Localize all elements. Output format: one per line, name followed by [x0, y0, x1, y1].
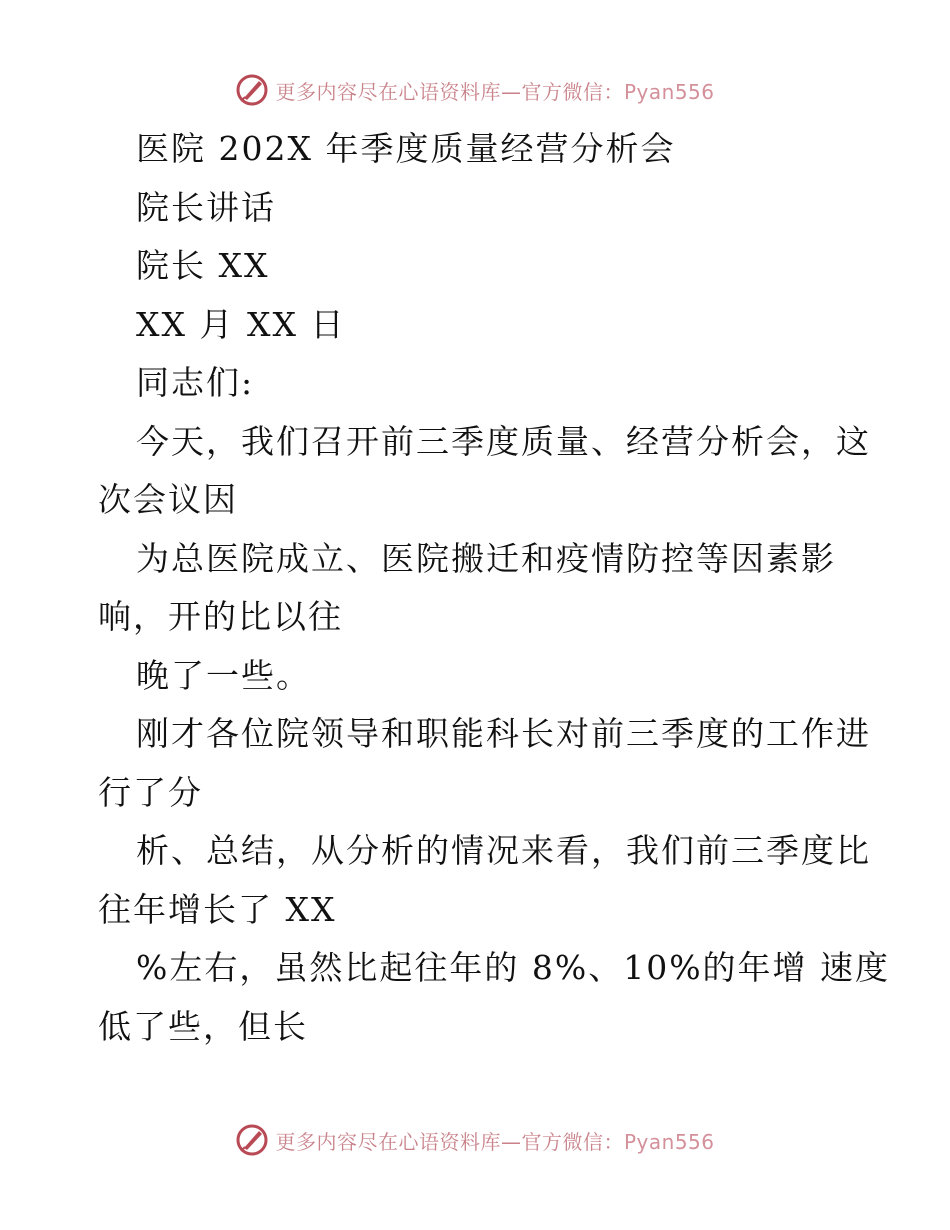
- doc-author: 院长 XX: [136, 246, 270, 285]
- paragraph-line: 为总医院成立、医院搬迁和疫情防控等因素影: [136, 538, 836, 578]
- paragraph-line: %左右，虽然比起往年的 8%、10%的年增 速度: [136, 948, 891, 987]
- doc-subtitle: 院长讲话: [136, 187, 276, 227]
- doc-title: 医院 202X 年季度质量经营分析会: [136, 129, 676, 168]
- paragraph-line: 次会议因: [98, 480, 238, 519]
- watermark-text: 更多内容尽在心语资料库—官方微信：: [275, 1129, 624, 1154]
- watermark-footer: [0, 1120, 950, 1160]
- quill-logo-icon: [235, 73, 269, 107]
- watermark-header: [0, 70, 950, 110]
- quill-logo-icon: [235, 1123, 269, 1157]
- watermark-id: Pyan556: [623, 79, 715, 104]
- paragraph-line: 行了分: [98, 772, 203, 812]
- paragraph-line: 析、总结，从分析的情况来看，我们前三季度比: [136, 831, 871, 870]
- paragraph-line: 今天，我们召开前三季度质量、经营分析会，这: [136, 421, 871, 461]
- doc-date: XX 月 XX 日: [136, 304, 346, 344]
- paragraph-line: 低了些，但长: [98, 1006, 308, 1046]
- watermark-id: Pyan556: [623, 1129, 715, 1154]
- watermark-text: 更多内容尽在心语资料库—官方微信：: [275, 79, 624, 104]
- document-body: [98, 120, 891, 1056]
- paragraph-line: 响，开的比以往: [98, 597, 343, 636]
- paragraph-line: 刚才各位院领导和职能科长对前三季度的工作进: [136, 714, 871, 753]
- doc-salutation: 同志们:: [136, 363, 255, 402]
- paragraph-line: 往年增长了 XX: [98, 889, 337, 929]
- paragraph-line: 晚了一些。: [136, 655, 311, 695]
